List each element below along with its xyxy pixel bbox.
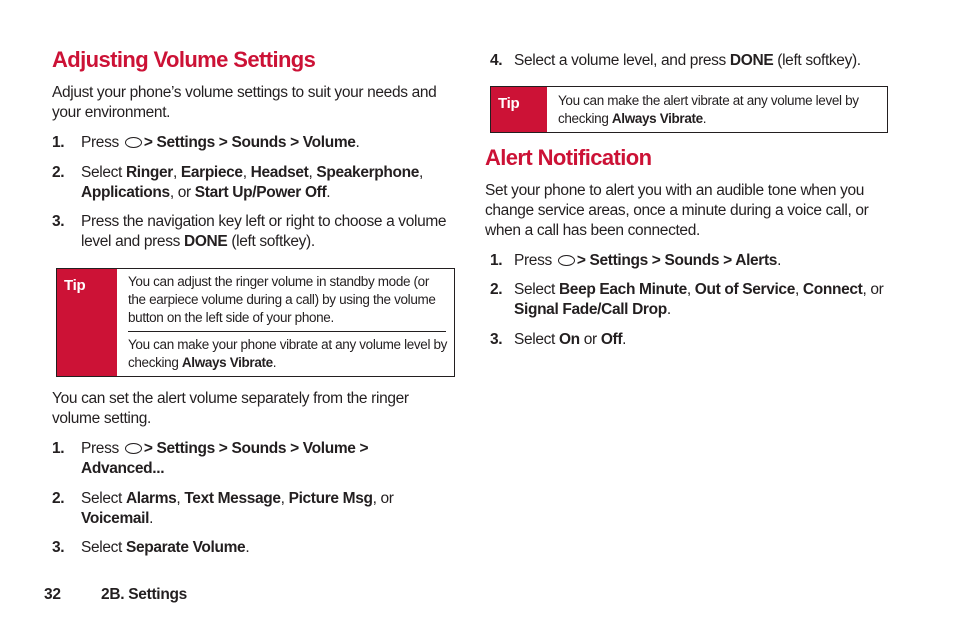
step-number: 1.: [52, 134, 65, 151]
menu-key-icon: [558, 255, 575, 266]
tip-box-alert-vibrate: [490, 86, 888, 133]
step-2-select-device: 2. Select Ringer, Earpiece, Headset, Speakerphone, Applications, or Start Up/Power Off.: [52, 164, 423, 201]
step-2-select-alert-type: 2. Select Beep Each Minute, Out of Service, Connect, or Signal Fade/Call Drop.: [490, 281, 884, 318]
menu-key-icon: [125, 443, 142, 454]
tip-box-ringer: [56, 268, 455, 377]
page-number: 32: [44, 586, 61, 603]
section-footer: 2B. Settings: [101, 586, 187, 603]
step-1-advanced: 1. Press > Settings > Sounds > Volume > Advanced...: [52, 440, 369, 477]
step-number: 2.: [52, 490, 65, 507]
step-number: 1.: [490, 252, 503, 269]
step-2-select-alert: 2. Select Alarms, Text Message, Picture Msg, or Voicemail.: [52, 490, 394, 527]
step-number: 2.: [490, 281, 503, 298]
step-number: 4.: [490, 52, 503, 69]
section-heading-volume: Adjusting Volume Settings: [52, 47, 316, 72]
alert-volume-paragraph: You can set the alert volume separately from the ringer volume setting.: [52, 390, 409, 427]
tip-text-alert-vibrate: You can make the alert vibrate at any volume level by checking Always Vibrate.: [558, 93, 859, 126]
step-number: 1.: [52, 440, 65, 457]
menu-key-icon: [125, 137, 142, 148]
tip-label: Tip: [491, 87, 547, 132]
tip-text-vibrate: You can make your phone vibrate at any volume level by checking Always Vibrate.: [128, 337, 448, 370]
step-number: 3.: [52, 213, 65, 230]
intro-paragraph: Adjust your phone’s volume settings to suit your needs and your environment.: [52, 84, 437, 121]
tip-divider: [128, 331, 446, 332]
tip-text-ringer: You can adjust the ringer volume in standby mode (or the earpiece volume during a call) by using the volume button on the left side of your phone.: [128, 274, 436, 325]
step-number: 2.: [52, 164, 65, 181]
step-3-navigation: 3. Press the navigation key left or right to choose a volume level and press DONE (left softkey).: [52, 213, 447, 250]
step-number: 3.: [52, 539, 65, 556]
step-number: 3.: [490, 331, 503, 348]
section-heading-alert: Alert Notification: [485, 145, 652, 170]
alert-intro-paragraph: Set your phone to alert you with an audible tone when you change service areas, once a minute during a voice call, or when a call has been connected.: [485, 182, 869, 239]
manual-page: Adjusting Volume Settings Adjust your phone’s volume settings to suit your needs and your environment. 1. Press > Settings > Sounds > Volume. 2. Select Ringer, Earpiece, Headset, Speakerphone, Applications, or Start Up/Power Off. 3. Press the navigation key left or right to choose a volume level and press DONE (left softkey). Tip You can adjust the ringer volume in standby mode (or the earpiece volume during a call) by using the volume button on the left side of your phone. You can make your phone vibrate at any volume level by checking Always Vibrate. You can set the alert volume separately from the ringer volume setting. 1. Press > Settings > Sounds > Volume > Advanced... 2. Select Alarms, Text Message, Picture Msg, or Voicemail. 3. Select Separate Volume. 4. Select a volume level, and press DONE (left softkey). Tip You can make the alert vibrate at any volume level by checking Always Vibrate. Alert Notification Set your phone to alert you with an audible tone when you change service areas, once a minute during a voice call, or when a call has been connected. 1. Press > Settings > Sounds > Alerts. 2. Select Beep Each Minute, Out of Service, Connect, or Signal Fade/Call Drop. 3. Select On or Off. 32 2B. Settings: [0, 0, 954, 636]
tip-label: Tip: [57, 269, 117, 376]
